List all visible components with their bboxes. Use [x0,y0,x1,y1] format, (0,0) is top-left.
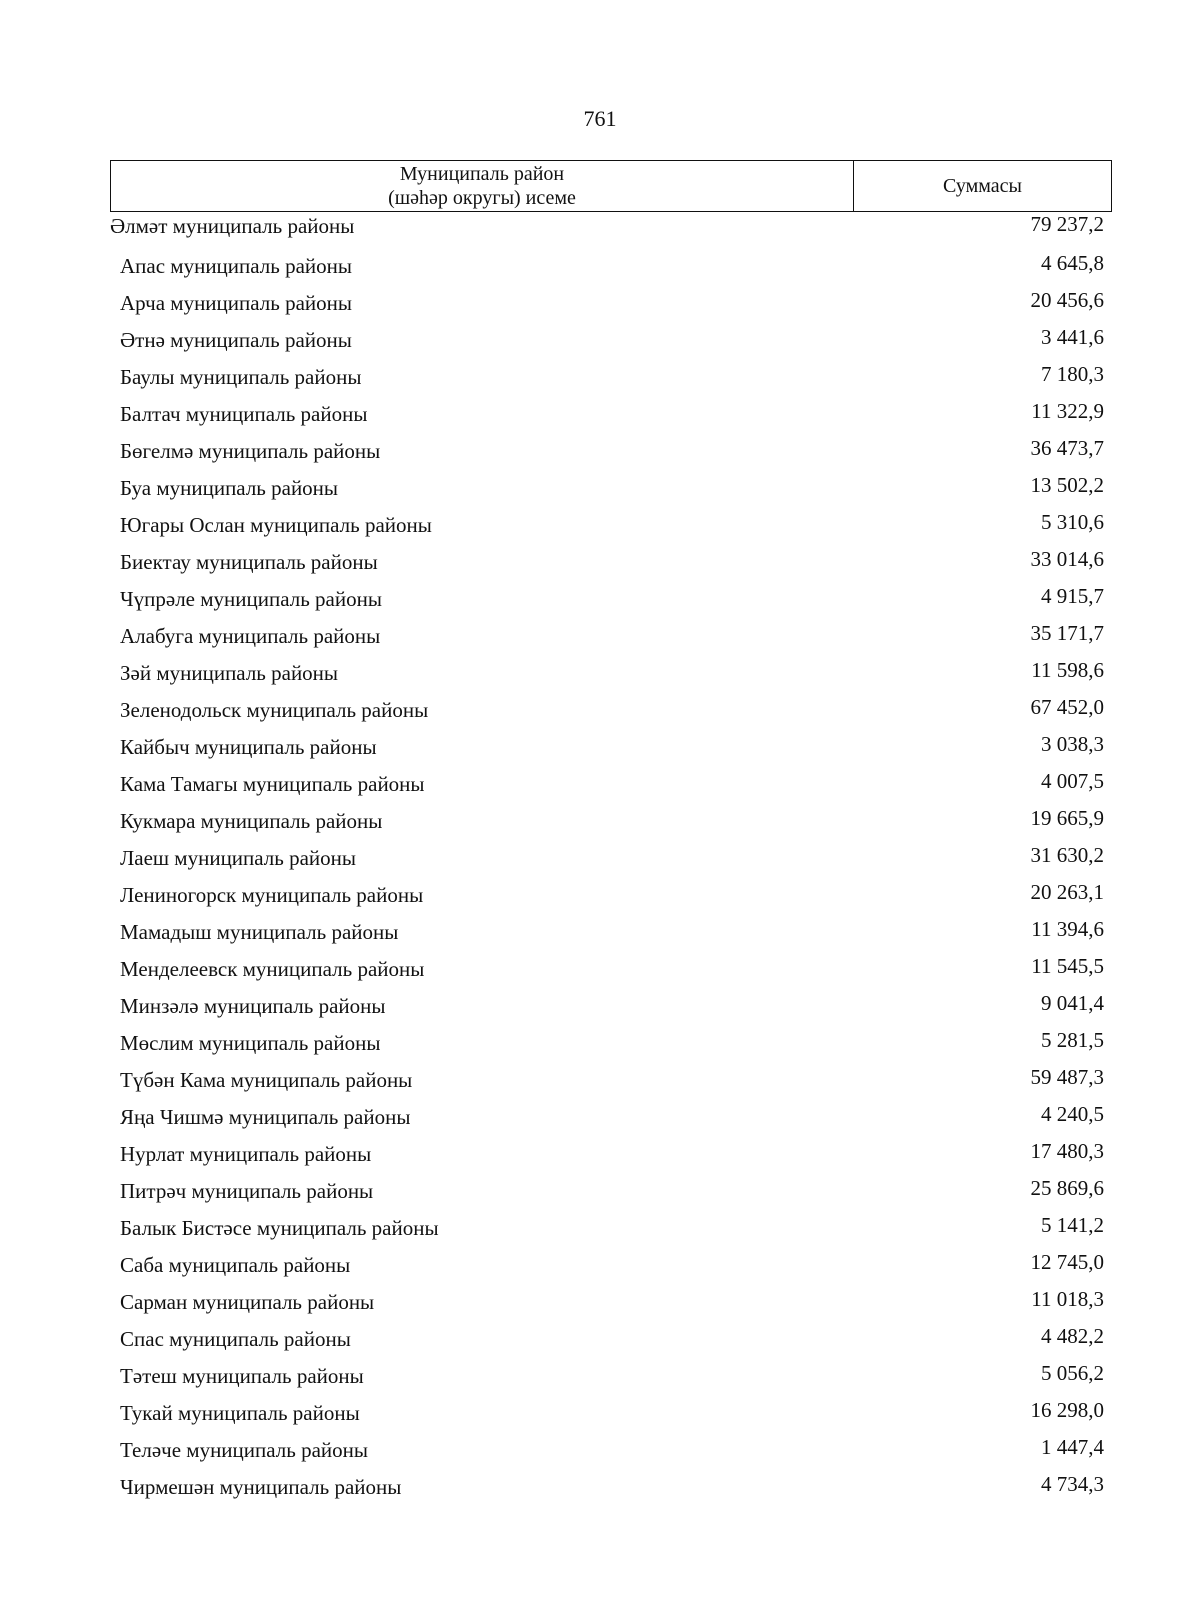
table-row [110,395,1112,432]
district-name: Кукмара муниципаль районы [120,809,383,833]
district-name: Югары Ослан муниципаль районы [120,513,432,537]
district-sum: 11 322,9 [1031,399,1104,423]
table-row [110,1394,1112,1431]
district-name: Алабуга муниципаль районы [120,624,381,648]
district-sum: 9 041,4 [1041,991,1104,1015]
table-row [110,1246,1112,1283]
table-row [110,580,1112,617]
district-name: Апас муниципаль районы [120,254,352,278]
district-name: Лаеш муниципаль районы [120,846,357,870]
district-sum: 31 630,2 [1030,843,1104,867]
table-row [110,1283,1112,1320]
district-name: Спас муниципаль районы [120,1327,351,1351]
table-row [110,1431,1112,1468]
district-sum: 4 007,5 [1041,769,1104,793]
district-name: Арча муниципаль районы [120,291,352,315]
table-row [110,543,1112,580]
table-row [110,506,1112,543]
district-sum: 5 281,5 [1041,1028,1104,1052]
district-sum: 79 237,2 [1030,212,1104,236]
district-sum: 19 665,9 [1030,806,1104,830]
district-sum: 12 745,0 [1030,1250,1104,1274]
district-sum: 5 141,2 [1041,1213,1104,1237]
district-sum: 1 447,4 [1041,1435,1104,1459]
table-row [110,691,1112,728]
district-name: Баулы муниципаль районы [120,365,362,389]
table-row [110,654,1112,691]
district-name: Минзәлә муниципаль районы [120,994,386,1018]
table-body [110,210,1112,1505]
district-name: Теләче муниципаль районы [120,1438,368,1462]
district-name: Тукай муниципаль районы [120,1401,360,1425]
table-row [110,913,1112,950]
district-sum: 13 502,2 [1030,473,1104,497]
district-sum: 4 645,8 [1041,251,1104,275]
table-row [110,1135,1112,1172]
district-sum: 4 482,2 [1041,1324,1104,1348]
district-name: Балык Бистәсе муниципаль районы [120,1216,439,1240]
district-sum: 5 056,2 [1041,1361,1104,1385]
table-row [110,802,1112,839]
district-name: Бөгелмә муниципаль районы [120,439,381,463]
district-sum: 11 018,3 [1031,1287,1104,1311]
table-row [110,876,1112,913]
table-row [110,1098,1112,1135]
district-sum: 11 598,6 [1031,658,1104,682]
district-name: Түбән Кама муниципаль районы [120,1068,413,1092]
column-header-sum: Суммасы [943,174,1022,197]
district-sum: 4 734,3 [1041,1472,1104,1496]
district-name: Нурлат муниципаль районы [120,1142,372,1166]
district-name: Менделеевск муниципаль районы [120,957,425,981]
table-row [110,950,1112,987]
table-row [110,728,1112,765]
table-header [110,160,1112,212]
district-name: Сарман муниципаль районы [120,1290,375,1314]
district-name: Кайбыч муниципаль районы [120,735,377,759]
table-row [110,284,1112,321]
table-row [110,247,1112,284]
district-name: Мамадыш муниципаль районы [120,920,399,944]
district-sum: 5 310,6 [1041,510,1104,534]
table-row [110,1024,1112,1061]
district-sum: 11 394,6 [1031,917,1104,941]
district-sum: 16 298,0 [1030,1398,1104,1422]
table-row [110,839,1112,876]
table-row [110,1468,1112,1505]
table-row [110,765,1112,802]
district-name: Чирмешән муниципаль районы [120,1475,402,1499]
district-name: Яңа Чишмә муниципаль районы [120,1105,411,1129]
district-name: Саба муниципаль районы [120,1253,351,1277]
district-sum: 25 869,6 [1030,1176,1104,1200]
district-sum: 3 038,3 [1041,732,1104,756]
district-name: Кама Тамагы муниципаль районы [120,772,425,796]
district-sum: 59 487,3 [1030,1065,1104,1089]
district-name: Буа муниципаль районы [120,476,339,500]
district-sum: 3 441,6 [1041,325,1104,349]
table-row [110,321,1112,358]
district-name: Тәтеш муниципаль районы [120,1364,364,1388]
table-row [110,210,1112,247]
district-sum: 4 915,7 [1041,584,1104,608]
table-row [110,1209,1112,1246]
column-header-name-line2: (шәһәр округы) исеме [388,187,576,209]
district-name: Лениногорск муниципаль районы [120,883,424,907]
column-header-name [111,161,854,211]
district-name: Әтнә муниципаль районы [120,328,352,352]
table-row [110,1061,1112,1098]
district-name: Мөслим муниципаль районы [120,1031,381,1055]
district-name: Питрәч муниципаль районы [120,1179,374,1203]
district-sum: 11 545,5 [1031,954,1104,978]
district-name: Зеленодольск муниципаль районы [120,698,429,722]
table-row [110,617,1112,654]
district-sum: 20 456,6 [1030,288,1104,312]
table-row [110,432,1112,469]
table-row [110,1172,1112,1209]
district-name: Биектау муниципаль районы [120,550,378,574]
column-header-name-line1: Муниципаль район [399,163,565,185]
district-name: Балтач муниципаль районы [120,402,368,426]
table-row [110,1320,1112,1357]
district-name: Зәй муниципаль районы [120,661,339,685]
table-row [110,1357,1112,1394]
district-sum: 7 180,3 [1041,362,1104,386]
district-name: Чүпрәле муниципаль районы [120,587,382,611]
district-name: Әлмәт муниципаль районы [110,214,355,238]
table-row [110,358,1112,395]
district-sum: 35 171,7 [1030,621,1104,645]
page-number: 761 [583,106,617,131]
district-sum: 33 014,6 [1030,547,1104,571]
district-sum: 17 480,3 [1030,1139,1104,1163]
table-row [110,469,1112,506]
district-sum: 20 263,1 [1030,880,1104,904]
district-sum: 67 452,0 [1030,695,1104,719]
district-sum: 4 240,5 [1041,1102,1104,1126]
table-row [110,987,1112,1024]
district-sum: 36 473,7 [1030,436,1104,460]
